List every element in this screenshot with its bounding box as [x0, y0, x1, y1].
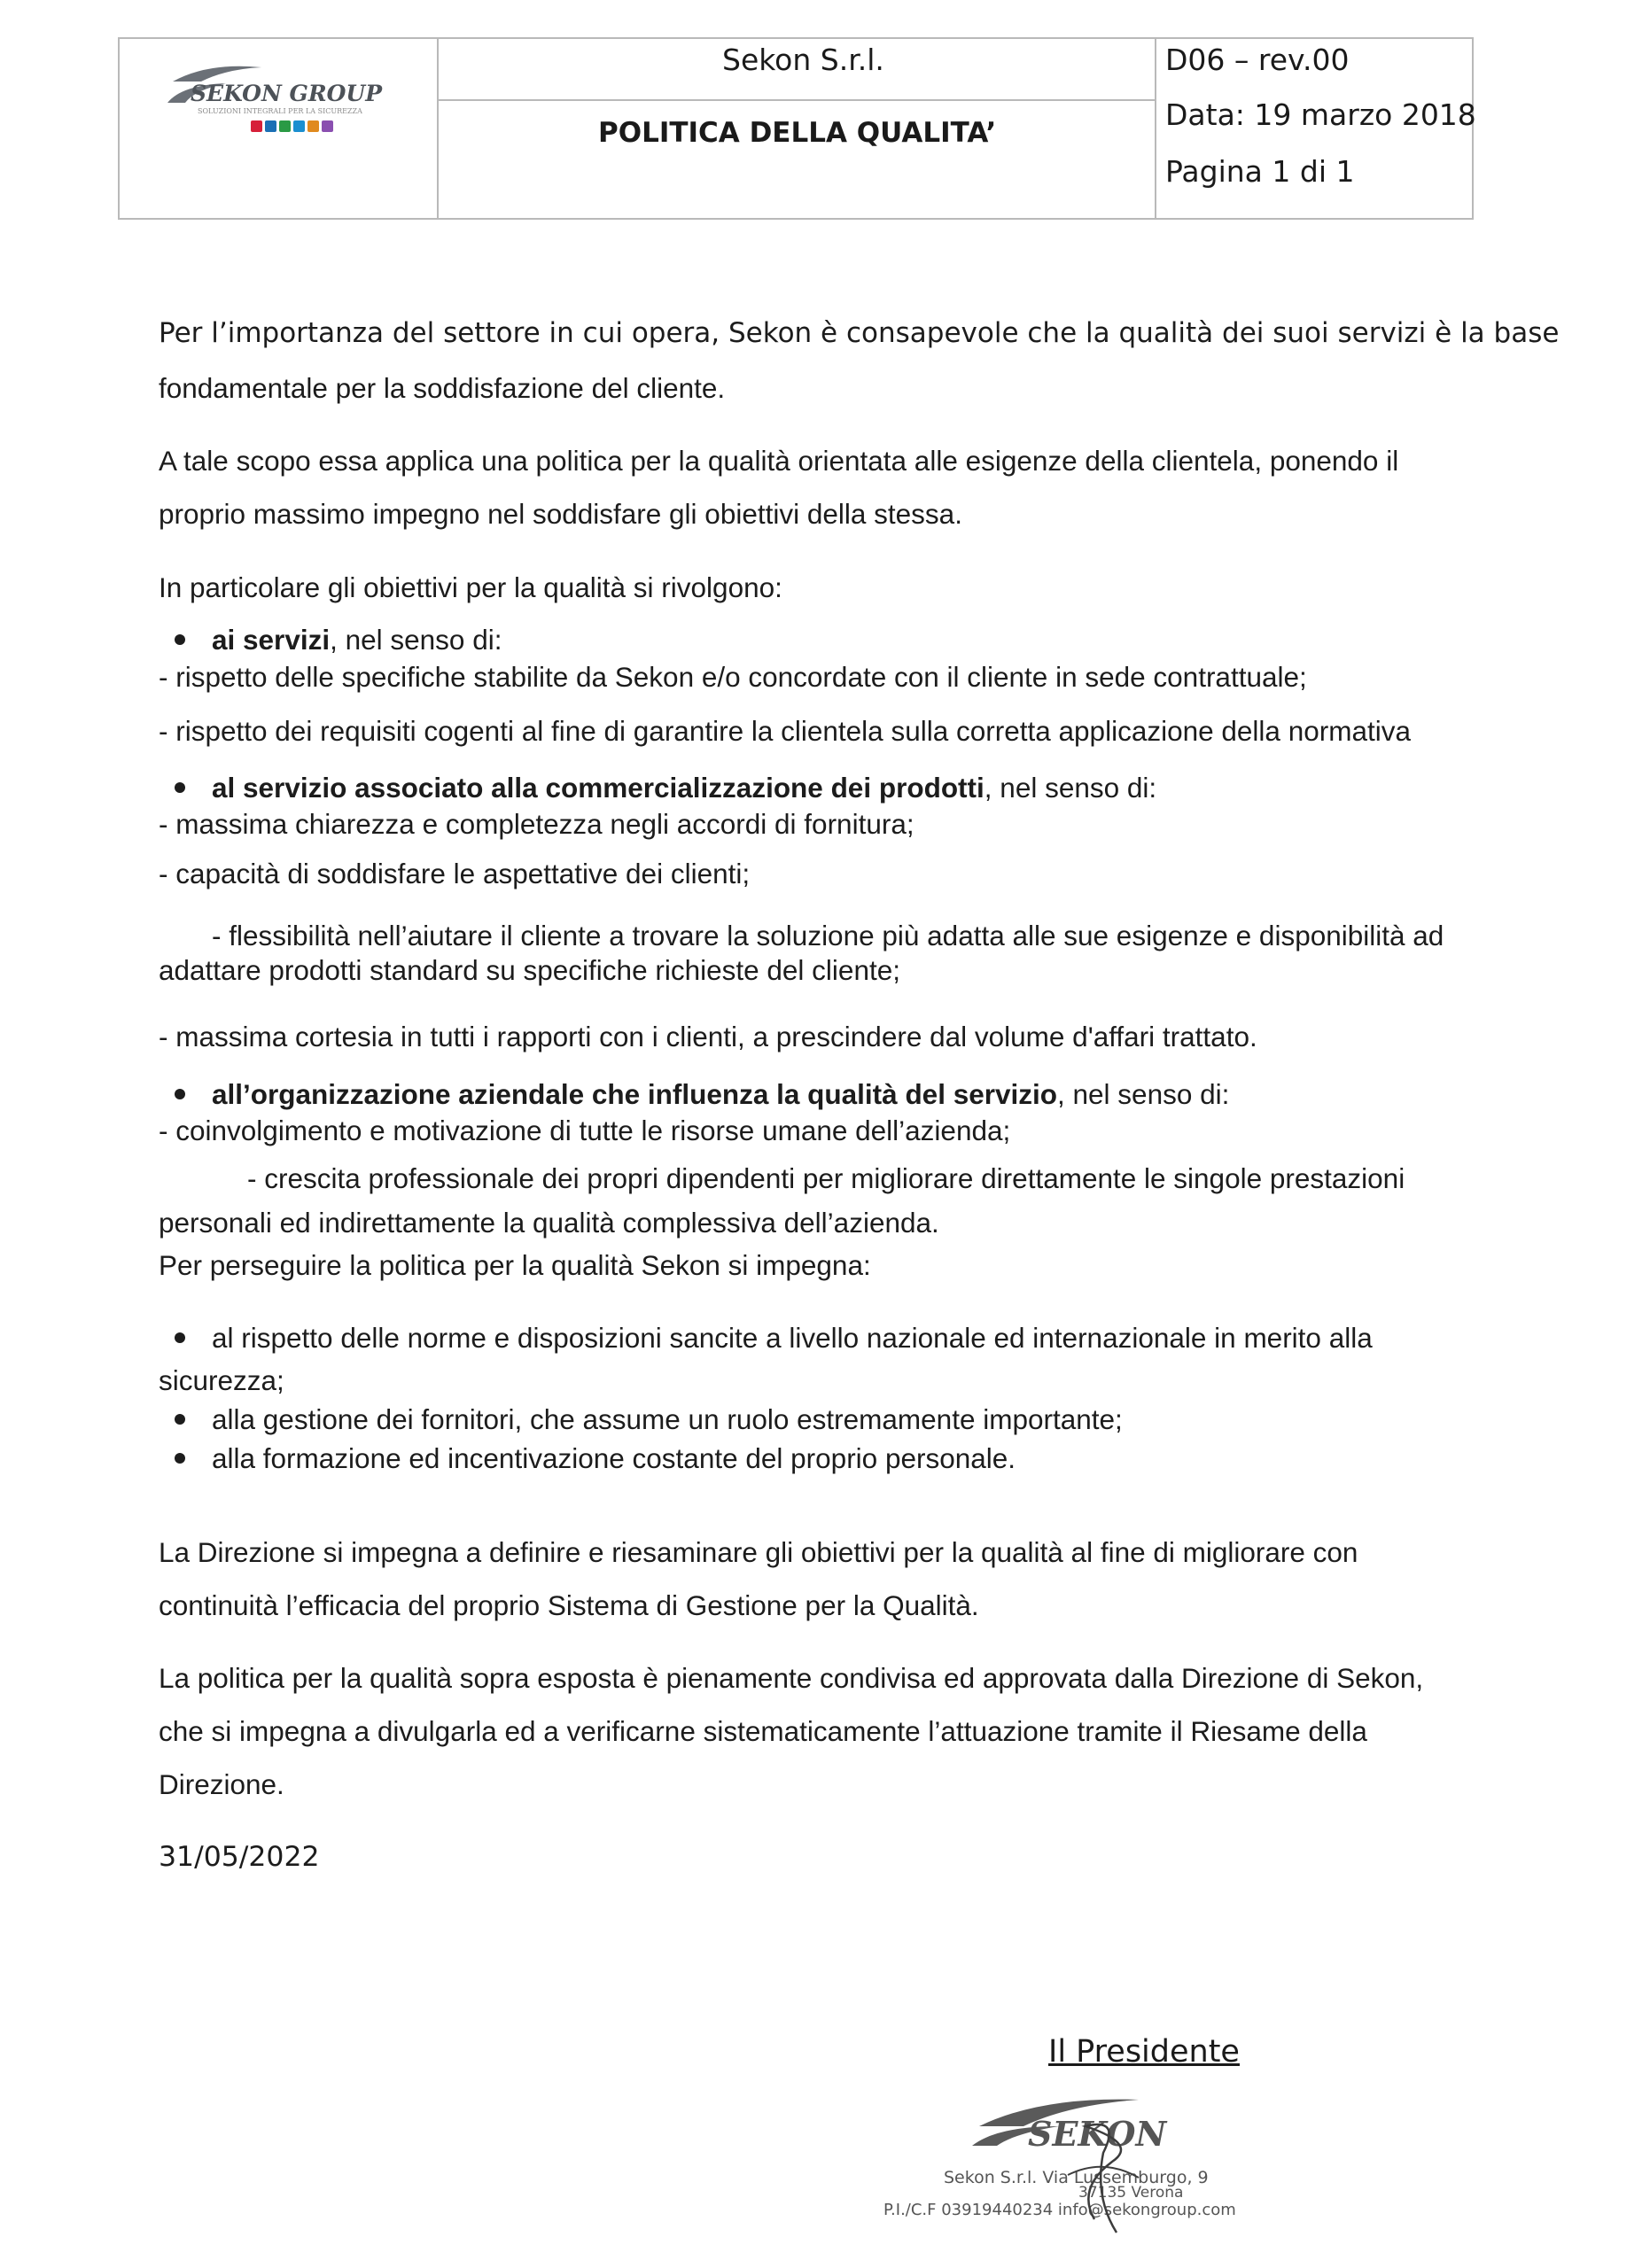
paragraph-line: continuità l’efficacia del proprio Sistema di Gestione per la Qualità.	[159, 1589, 979, 1621]
header-divider	[1155, 39, 1156, 218]
paragraph-line: Per perseguire la politica per la qualità Sekon si impegna:	[159, 1249, 871, 1281]
commitment-line: alla formazione ed incentivazione costante del proprio personale.	[212, 1442, 1016, 1474]
detail-line: - flessibilità nell’aiutare il cliente a trovare la soluzione più adatta alle sue esigenze e disponibilità ad	[212, 920, 1444, 951]
bullet-heading: ai servizi, nel senso di:	[212, 624, 502, 656]
detail-line: - massima cortesia in tutti i rapporti con i clienti, a prescindere dal volume d'affari trattato.	[159, 1021, 1257, 1052]
paragraph-line: Direzione.	[159, 1768, 284, 1800]
detail-line: - rispetto delle specifiche stabilite da Sekon e/o concordate con il cliente in sede contrattuale;	[159, 661, 1307, 693]
svg-text:Sekon S.r.l. Via Lussemburgo,: Sekon S.r.l. Via Lussemburgo, 9	[944, 2168, 1209, 2187]
detail-line: personali ed indirettamente la qualità complessiva dell’azienda.	[159, 1207, 939, 1239]
header-divider	[437, 39, 439, 218]
document-header	[118, 37, 1474, 220]
paragraph-line: che si impegna a divulgarla ed a verificarne sistematicamente l’attuazione tramite il Riesame della	[159, 1715, 1367, 1747]
bullet-icon	[175, 782, 185, 793]
document-title: POLITICA DELLA QUALITA’	[598, 117, 997, 149]
header-divider	[437, 99, 1155, 101]
paragraph-line: In particolare gli obiettivi per la qualità si rivolgono:	[159, 571, 782, 603]
president-label: Il Presidente	[1048, 2034, 1240, 2070]
paragraph-line: A tale scopo essa applica una politica per la qualità orientata alle esigenze della clientela, ponendo il	[159, 445, 1399, 477]
commitment-line: al rispetto delle norme e disposizioni sancite a livello nazionale ed internazionale in merito alla	[212, 1322, 1373, 1354]
paragraph-line: Per l’importanza del settore in cui opera, Sekon è consapevole che la qualità dei suoi servizi è la base	[159, 317, 1560, 349]
detail-line: adattare prodotti standard su specifiche richieste del cliente;	[159, 954, 900, 986]
safety-icon	[307, 120, 319, 132]
svg-text:SEKON: SEKON	[1028, 2114, 1167, 2154]
training-icon	[322, 120, 333, 132]
paragraph-line: proprio massimo impegno nel soddisfare gli obiettivi della stessa.	[159, 498, 962, 530]
document-page: Pagina 1 di 1	[1165, 154, 1355, 189]
bullet-heading: all’organizzazione aziendale che influenza la qualità del servizio, nel senso di:	[212, 1078, 1230, 1110]
document-date: Data: 19 marzo 2018	[1165, 97, 1476, 132]
paragraph-line: La Direzione si impegna a definire e riesaminare gli obiettivi per la qualità al fine di migliorare con	[159, 1536, 1358, 1568]
paragraph-line: fondamentale per la soddisfazione del cliente.	[159, 372, 726, 404]
svg-text:P.I./C.F 03919440234 info@sek: P.I./C.F 03919440234 info@sekongroup.com	[883, 2201, 1236, 2219]
document-signature-date: 31/05/2022	[159, 1841, 320, 1873]
detail-line: - massima chiarezza e completezza negli accordi di fornitura;	[159, 808, 915, 840]
detail-line: - capacità di soddisfare le aspettative dei clienti;	[159, 858, 751, 889]
svg-text:SEKON GROUP: SEKON GROUP	[191, 81, 383, 106]
exit-icon	[279, 120, 291, 132]
bullet-heading: al servizio associato alla commercializzazione dei prodotti, nel senso di:	[212, 772, 1157, 804]
paragraph-line: La politica per la qualità sopra esposta è pienamente condivisa ed approvata dalla Direzione di Sekon,	[159, 1662, 1424, 1694]
worker-icon	[293, 120, 305, 132]
commitment-line: alla gestione dei fornitori, che assume un ruolo estremamente importante;	[212, 1403, 1123, 1435]
detail-line: - rispetto dei requisiti cogenti al fine di garantire la clientela sulla corretta applicazione della normativa	[159, 715, 1412, 747]
detail-line: - coinvolgimento e motivazione di tutte le risorse umane dell’azienda;	[159, 1115, 1011, 1146]
document-code: D06 – rev.00	[1165, 43, 1350, 77]
building-icon	[265, 120, 276, 132]
svg-text:SOLUZIONI INTEGRALI PER LA SIC: SOLUZIONI INTEGRALI PER LA SICUREZZA	[198, 107, 362, 115]
bullet-icon	[175, 1089, 185, 1099]
bullet-icon	[175, 1453, 185, 1464]
detail-line: - crescita professionale dei propri dipendenti per migliorare direttamente le singole prestazioni	[247, 1162, 1405, 1194]
svg-text:37135 Verona: 37135 Verona	[1078, 2184, 1184, 2202]
commitment-line: sicurezza;	[159, 1364, 284, 1396]
sekon-group-logo	[155, 55, 421, 161]
bullet-icon	[175, 1332, 185, 1343]
bullet-icon	[175, 1414, 185, 1425]
bullet-icon	[175, 634, 185, 645]
company-stamp	[873, 2091, 1405, 2241]
fire-icon	[251, 120, 262, 132]
company-name: Sekon S.r.l.	[722, 43, 884, 77]
